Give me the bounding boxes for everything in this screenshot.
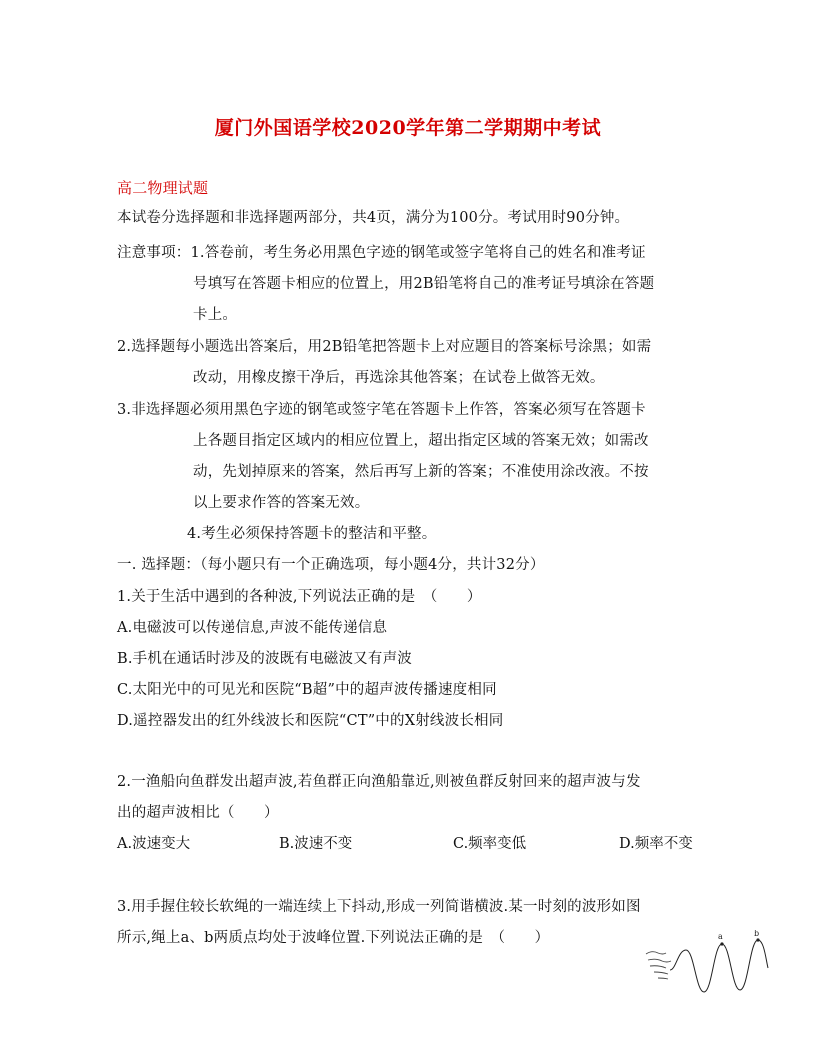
question-2-stem-line-2: 出的超声波相比（ ） bbox=[117, 805, 279, 821]
point-b bbox=[756, 938, 759, 941]
question-1-option-a: A.电磁波可以传递信息,声波不能传递信息 bbox=[117, 620, 388, 636]
question-3-stem-line-2: 所示,绳上a、b两质点均处于波峰位置.下列说法正确的是 （ ） bbox=[117, 930, 550, 946]
notice-2-line-1: 2.选择题每小题选出答案后，用2B铅笔把答题卡上对应题目的答案标号涂黑；如需 bbox=[117, 339, 652, 355]
point-a-label: a bbox=[718, 932, 723, 941]
question-3-stem-line-1: 3.用手握住较长软绳的一端连续上下抖动,形成一列简谐横波.某一时刻的波形如图 bbox=[117, 899, 641, 915]
notice-3-line-2: 上各题目指定区域内的相应位置上，超出指定区域的答案无效；如需改 bbox=[193, 433, 649, 449]
question-2-option-c: C.频率变低 bbox=[453, 836, 527, 852]
question-2-stem-line-1: 2.一渔船向鱼群发出超声波,若鱼群正向渔船靠近,则被鱼群反射回来的超声波与发 bbox=[117, 774, 641, 790]
wave-figure bbox=[640, 930, 770, 1000]
section-1-heading: 一. 选择题：（每小题只有一个正确选项，每小题4分，共计32分） bbox=[117, 557, 545, 573]
notice-1-line-3: 卡上。 bbox=[193, 307, 238, 323]
notice-4: 4.考生必须保持答题卡的整洁和平整。 bbox=[187, 526, 437, 542]
question-2-option-a: A.波速变大 bbox=[117, 836, 191, 852]
notice-3-line-4: 以上要求作答的答案无效。 bbox=[193, 495, 370, 511]
wave-rope bbox=[670, 940, 768, 992]
question-1-option-b: B.手机在通话时涉及的波既有电磁波又有声波 bbox=[117, 651, 412, 667]
intro-text: 本试卷分选择题和非选择题两部分，共4页，满分为100分。考试用时90分钟。 bbox=[117, 210, 630, 226]
notice-1-line-1: 注意事项：1.答卷前，考生务必用黑色字迹的钢笔或签字笔将自己的姓名和准考证 bbox=[117, 245, 646, 261]
notice-1-line-2: 号填写在答题卡相应的位置上，用2B铅笔将自己的准考证号填涂在答题 bbox=[193, 276, 655, 292]
subject-subtitle: 高二物理试题 bbox=[117, 179, 209, 197]
hand-sketch bbox=[646, 952, 671, 979]
exam-title: 厦门外国语学校2020学年第二学期期中考试 bbox=[214, 117, 602, 139]
notice-2-line-2: 改动，用橡皮擦干净后，再选涂其他答案；在试卷上做答无效。 bbox=[193, 370, 605, 386]
point-b-label: b bbox=[754, 930, 760, 938]
question-2-option-b: B.波速不变 bbox=[279, 836, 353, 852]
point-a bbox=[720, 942, 723, 945]
question-1-stem: 1.关于生活中遇到的各种波,下列说法正确的是 （ ） bbox=[117, 589, 482, 605]
question-1-option-c: C.太阳光中的可见光和医院“B超”中的超声波传播速度相同 bbox=[117, 682, 497, 698]
question-2-option-d: D.频率不变 bbox=[619, 836, 693, 852]
question-1-option-d: D.遥控器发出的红外线波长和医院“CT”中的X射线波长相同 bbox=[117, 713, 504, 729]
notice-3-line-3: 动，先划掉原来的答案，然后再写上新的答案；不准使用涂改液。不按 bbox=[193, 464, 649, 480]
notice-3-line-1: 3.非选择题必须用黑色字迹的钢笔或签字笔在答题卡上作答，答案必须写在答题卡 bbox=[117, 402, 646, 418]
